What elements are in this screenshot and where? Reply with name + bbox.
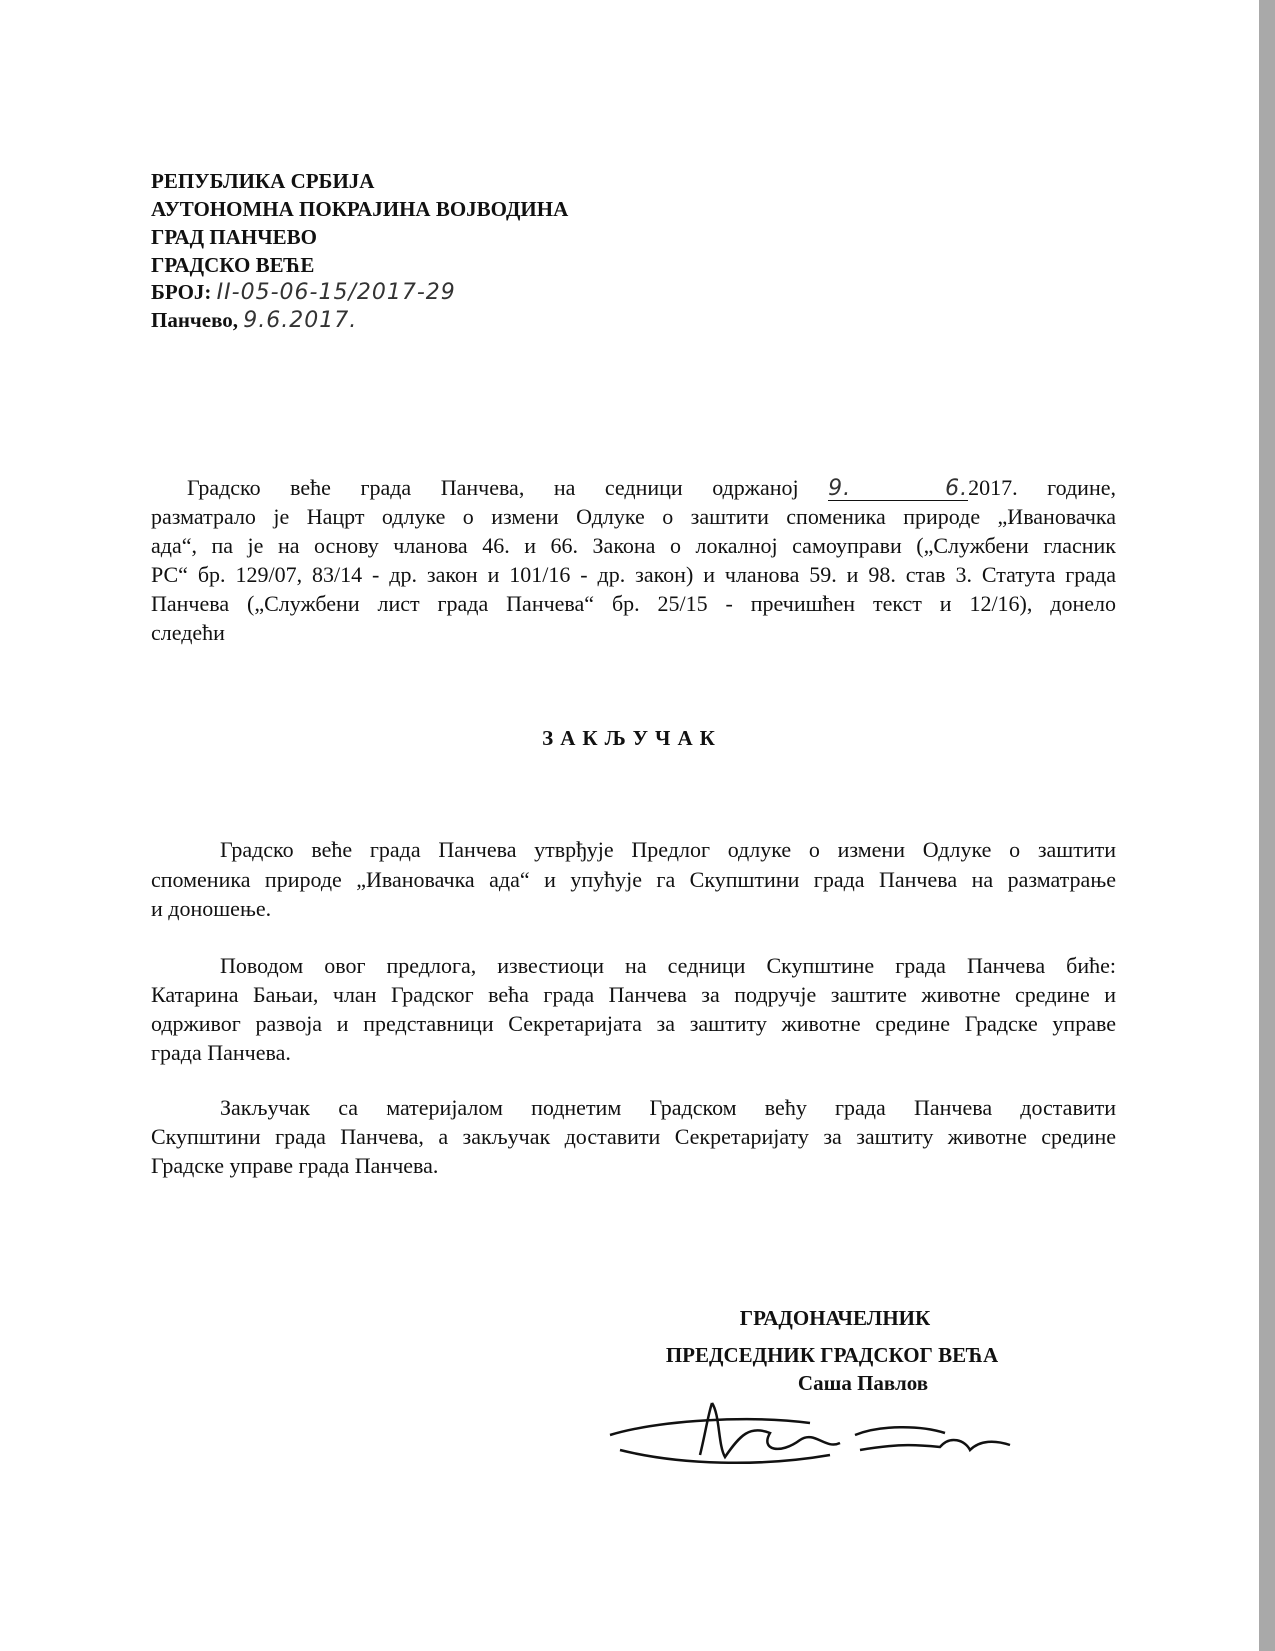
paragraph1-line: РС“ бр. 129/07, 83/14 - др. закон и 101/16 - др. закон) и чланова 59. и 98. став 3. Статута града bbox=[151, 562, 1116, 587]
paragraph3-line: одрживог развоја и представници Секретаријата за заштиту животне средине Градске управе bbox=[151, 1011, 1116, 1036]
header-line: РЕПУБЛИКА СРБИЈА bbox=[151, 169, 375, 193]
handwritten-signature bbox=[600, 1395, 1050, 1485]
session-date-field bbox=[828, 477, 968, 501]
number-label: БРОЈ: bbox=[151, 280, 212, 304]
paragraph2-line: и доношење. bbox=[151, 896, 272, 921]
paragraph1-line: Панчева („Службени лист града Панчева“ бр. 25/15 - пречишћен текст и 12/16), донело bbox=[151, 591, 1116, 616]
paragraph2-line: Градско веће града Панчева утврђује Предлог одлуке о измени Одлуке о заштити bbox=[220, 837, 1116, 862]
paragraph2-line: споменика природе „Ивановачка ада“ и упућује га Скупштини града Панчева на разматрање bbox=[151, 867, 1116, 892]
place-label: Панчево, bbox=[151, 308, 239, 332]
paragraph4-line: Закључак са материјалом поднетим Градском већу града Панчева доставити bbox=[220, 1095, 1116, 1120]
paragraph4-line: Градске управе града Панчева. bbox=[151, 1153, 439, 1178]
paragraph1-line: следећи bbox=[151, 620, 225, 645]
text: Градско веће града Панчева, на седници одржаној bbox=[187, 475, 799, 500]
document-heading: ЗАКЉУЧАК bbox=[542, 726, 722, 750]
paragraph3-line: Катарина Бањаи, члан Градског већа града Панчева за подручје заштите животне средине и bbox=[151, 982, 1116, 1007]
signatory-title: ПРЕДСЕДНИК ГРАДСКОГ ВЕЋА bbox=[665, 1343, 999, 1367]
paragraph1-line: ада“, па је на основу чланова 46. и 66. Закона о локалној самоуправи („Службени гласник bbox=[151, 533, 1116, 558]
date-value: 9.6.2017. bbox=[243, 308, 358, 333]
signatory-name: Саша Павлов bbox=[797, 1371, 929, 1395]
text: 2017. године, bbox=[968, 475, 1116, 500]
session-date: 9. 6. bbox=[828, 476, 969, 501]
paragraph4-line: Скупштини града Панчева, а закључак доставити Секретаријату за заштиту животне средине bbox=[151, 1124, 1116, 1149]
number-value: II-05-06-15/2017-29 bbox=[216, 280, 456, 305]
document-number bbox=[151, 278, 456, 307]
paragraph1-line bbox=[187, 474, 1116, 502]
header-line: ГРАДСКО ВЕЋЕ bbox=[151, 253, 315, 277]
paragraph3-line: Поводом овог предлога, известиоци на седници Скупштине града Панчева биће: bbox=[220, 953, 1116, 978]
document-date bbox=[151, 306, 357, 335]
paragraph3-line: града Панчева. bbox=[151, 1040, 291, 1065]
header-line: ГРАД ПАНЧЕВО bbox=[151, 225, 317, 249]
paragraph1-line: разматрало је Нацрт одлуке о измени Одлуке о заштити споменика природе „Ивановачка bbox=[151, 504, 1116, 529]
header-line: АУТОНОМНА ПОКРАЈИНА ВОЈВОДИНА bbox=[151, 197, 569, 221]
signatory-title: ГРАДОНАЧЕЛНИК bbox=[739, 1306, 931, 1330]
scan-edge bbox=[1259, 0, 1275, 1651]
